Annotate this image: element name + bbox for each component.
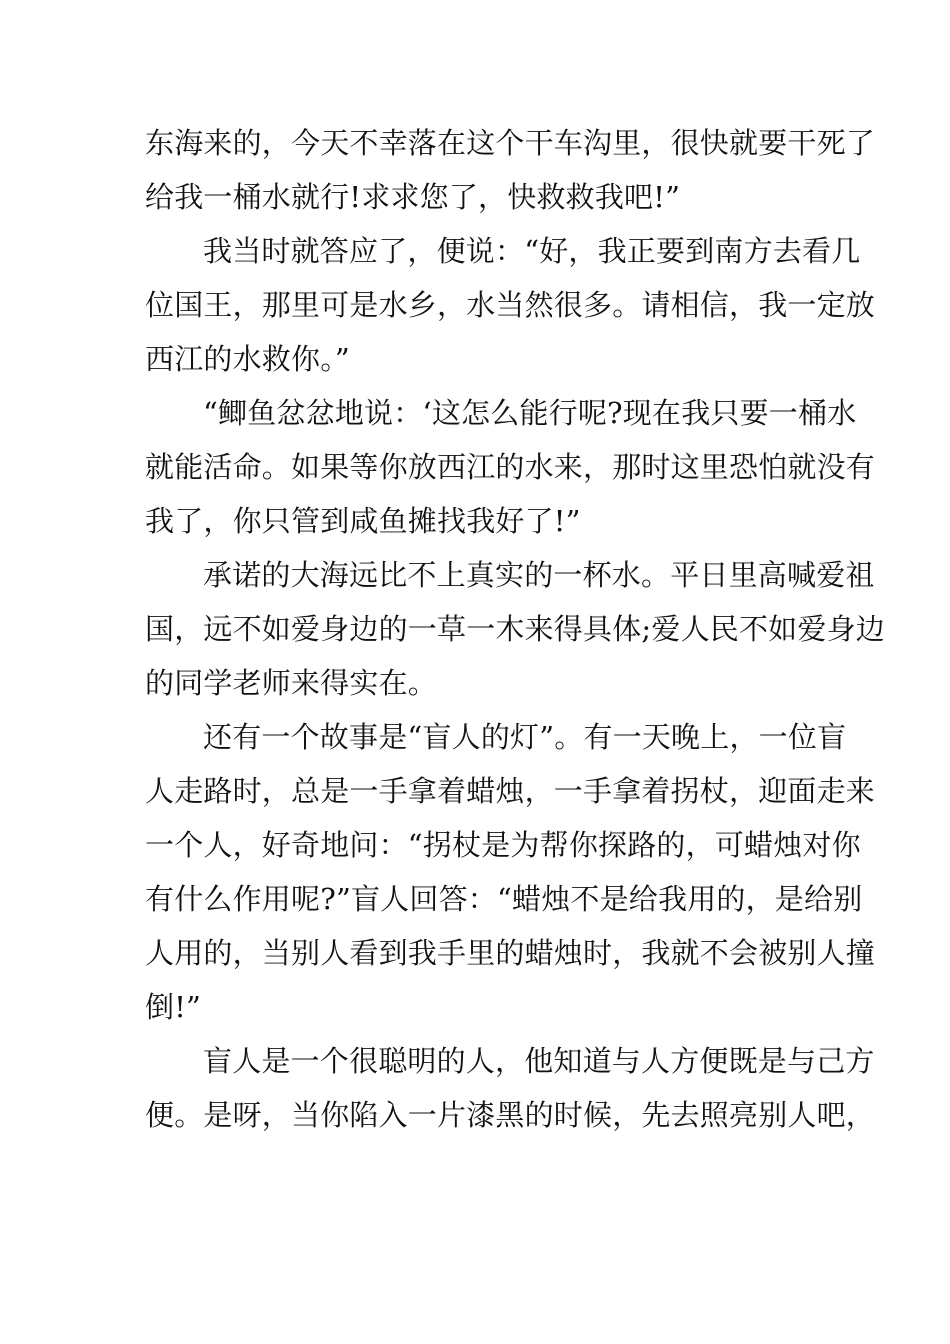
paragraph-5 bbox=[145, 710, 876, 1034]
text-line: 一个人，好奇地问：“拐杖是为帮你探路的，可蜡烛对你 bbox=[145, 828, 861, 862]
text-line: 我当时就答应了，便说：“好，我正要到南方去看几 bbox=[203, 234, 861, 268]
text-line: 倒!” bbox=[145, 990, 202, 1024]
text-line: 人用的，当别人看到我手里的蜡烛时，我就不会被别人撞 bbox=[145, 936, 876, 970]
paragraph-3 bbox=[145, 386, 876, 548]
paragraph-6 bbox=[145, 1034, 876, 1142]
text-line: 位国王，那里可是水乡，水当然很多。请相信，我一定放 bbox=[145, 288, 876, 322]
text-line: 我了，你只管到咸鱼摊找我好了!” bbox=[145, 504, 581, 538]
paragraph-4 bbox=[145, 548, 885, 710]
text-line: 承诺的大海远比不上真实的一杯水。平日里高喊爱祖 bbox=[203, 558, 875, 592]
text-line: 就能活命。如果等你放西江的水来，那时这里恐怕就没有 bbox=[145, 450, 876, 484]
text-line: 有什么作用呢?”盲人回答：“蜡烛不是给我用的，是给别 bbox=[145, 882, 863, 916]
text-line: 盲人是一个很聪明的人，他知道与人方便既是与己方 bbox=[203, 1044, 875, 1078]
body-text bbox=[145, 116, 885, 1142]
text-line: 便。是呀，当你陷入一片漆黑的时候，先去照亮别人吧， bbox=[145, 1098, 876, 1132]
text-line: 人走路时，总是一手拿着蜡烛，一手拿着拐杖，迎面走来 bbox=[145, 774, 876, 808]
text-line: “鲫鱼忿忿地说：‘这怎么能行呢?现在我只要一桶水 bbox=[203, 396, 857, 430]
text-line: 还有一个故事是“盲人的灯”。有一天晚上，一位盲 bbox=[203, 720, 847, 754]
paragraph-2 bbox=[145, 224, 876, 386]
text-line: 西江的水救你。” bbox=[145, 342, 350, 376]
paragraph-1 bbox=[145, 116, 876, 224]
text-line: 给我一桶水就行!求求您了，快救救我吧!” bbox=[145, 180, 681, 214]
text-line: 国，远不如爱身边的一草一木来得具体;爱人民不如爱身边 bbox=[145, 612, 885, 646]
text-line: 的同学老师来得实在。 bbox=[145, 666, 438, 700]
text-line: 东海来的，今天不幸落在这个干车沟里，很快就要干死了 bbox=[145, 126, 876, 160]
